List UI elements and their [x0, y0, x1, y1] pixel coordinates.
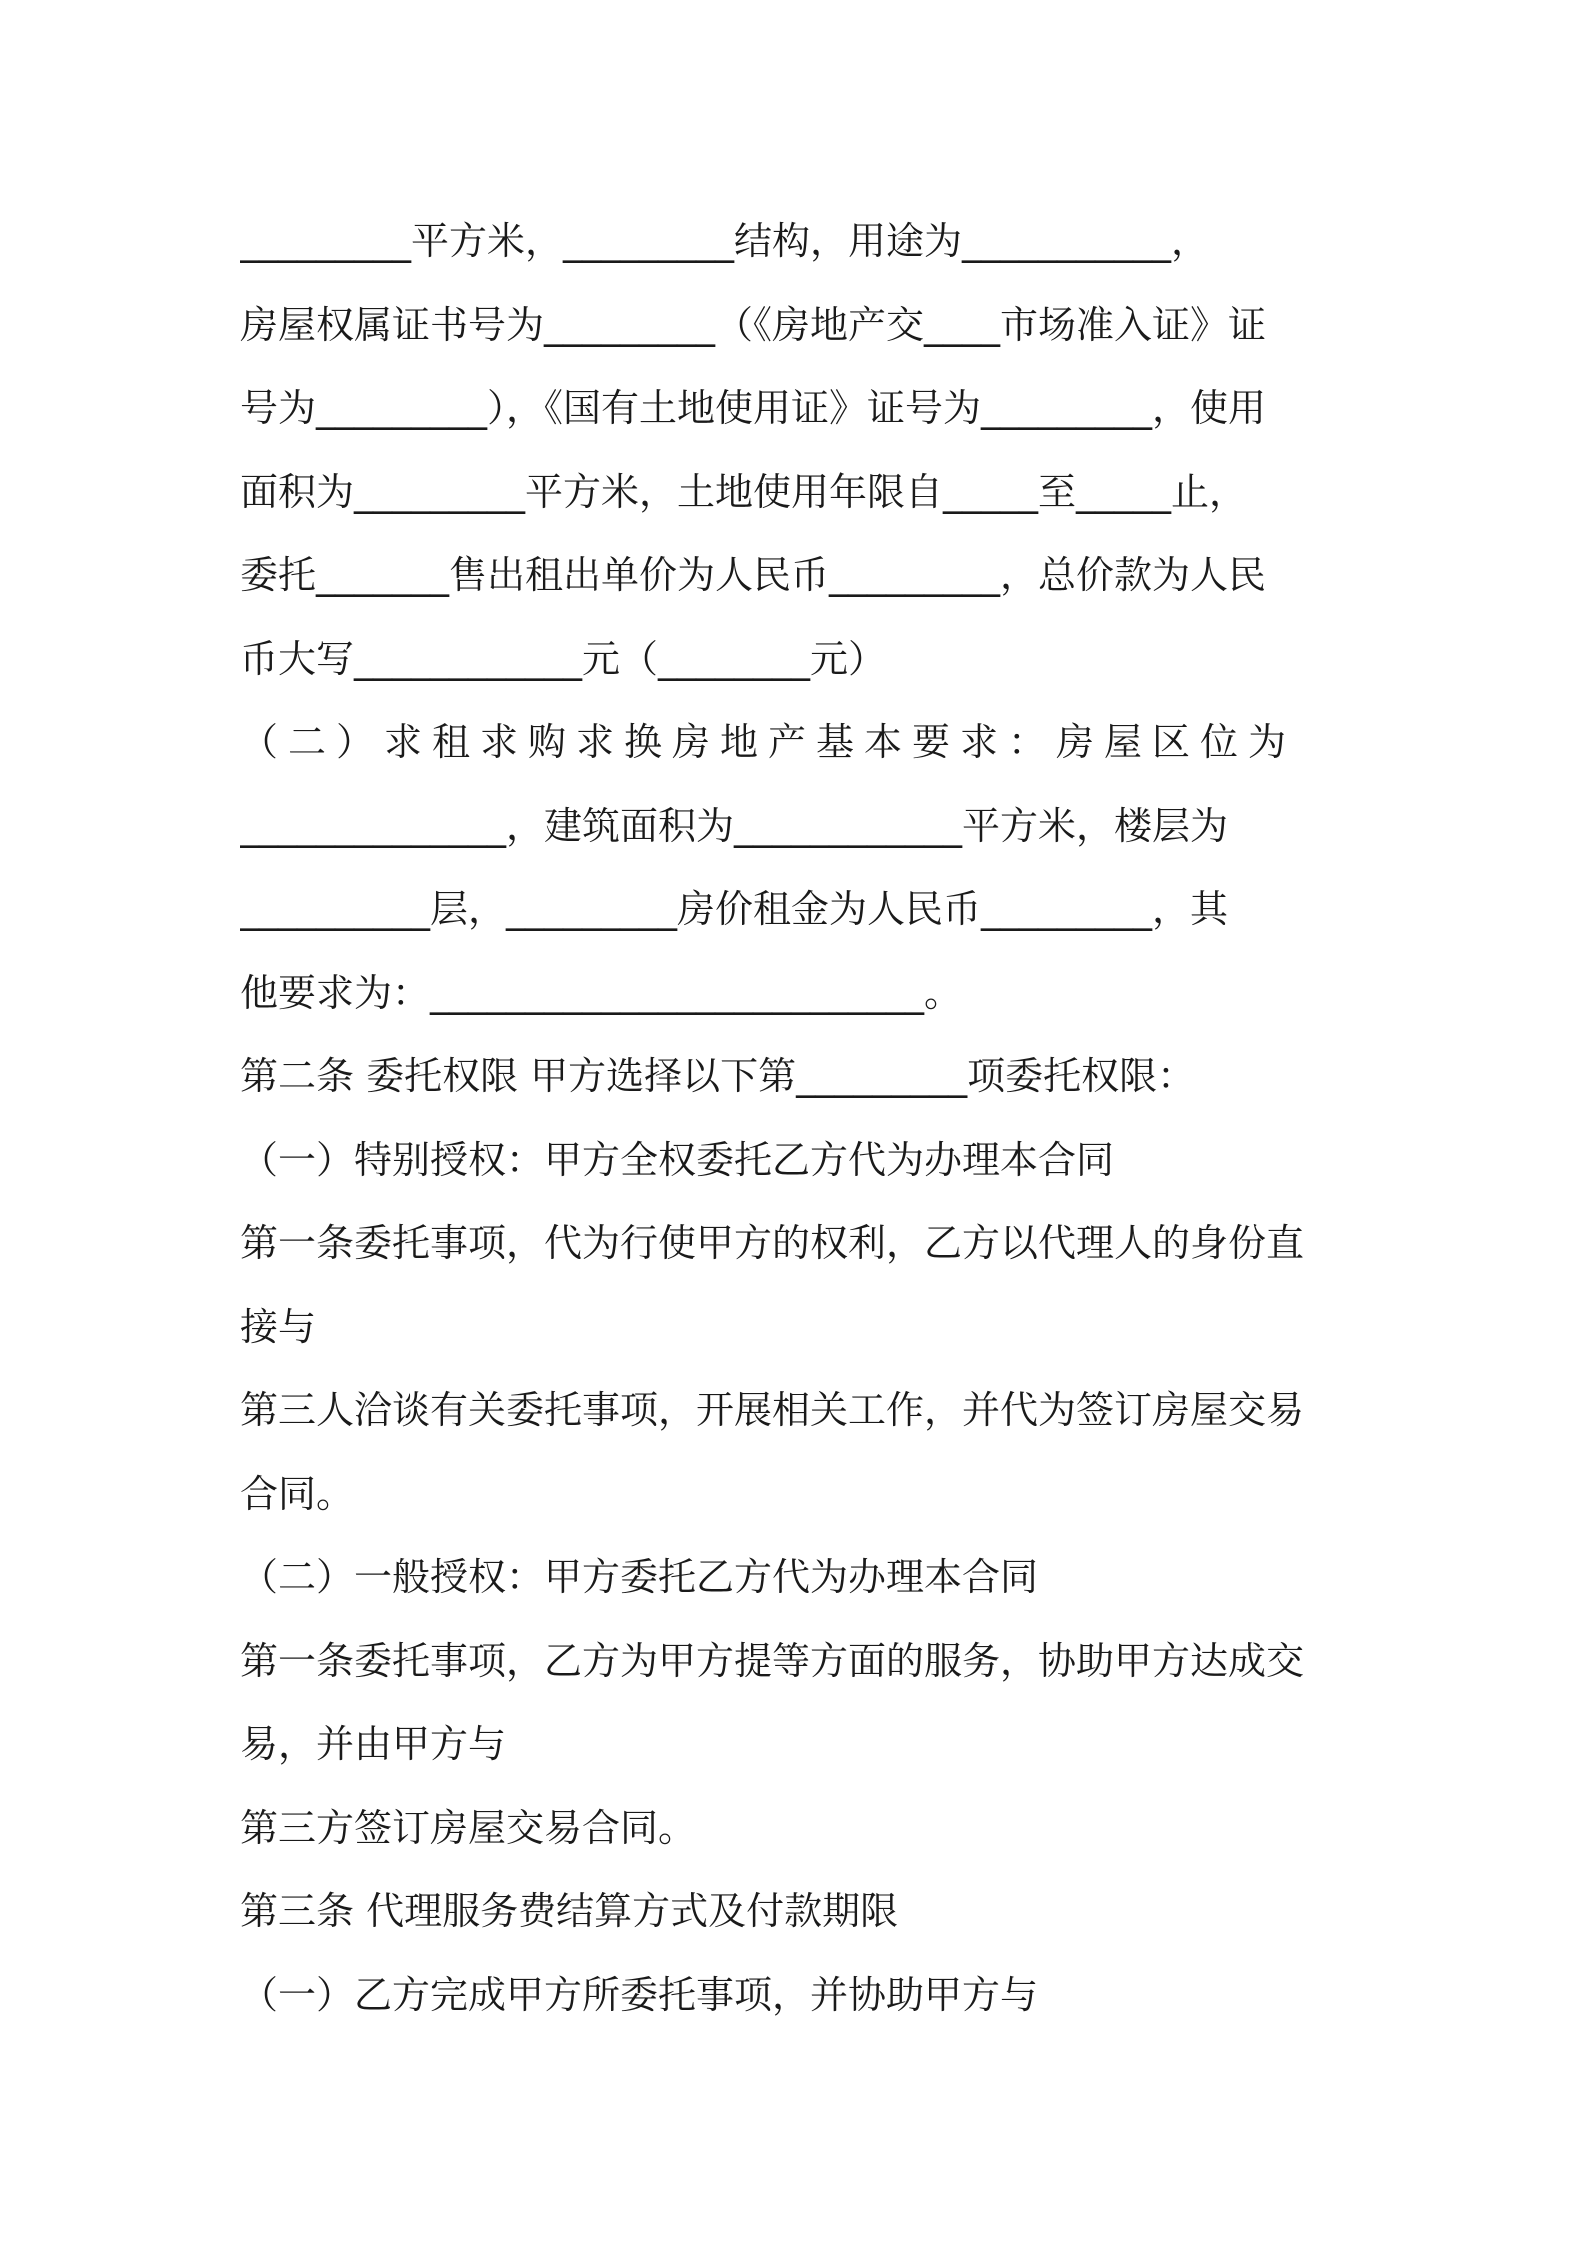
text-line-13: 第一条委托事项，代为行使甲方的权利，乙方以代理人的身份直 — [240, 1221, 1305, 1265]
text-line-20: 第三方签订房屋交易合同。 — [240, 1805, 697, 1850]
text-line-8: ______________，建筑面积为____________平方米，楼层为 — [240, 803, 1229, 848]
text-line-1: _________平方米，_________结构，用途为___________， — [240, 219, 1210, 263]
text-line-14: 接与 — [240, 1304, 317, 1349]
text-line-10: 他要求为：__________________________。 — [240, 970, 963, 1015]
text-line-5: 委托_______售出租出单价为人民币_________，总价款为人民 — [240, 553, 1267, 597]
text-line-11: 第二条 委托权限 甲方选择以下第_________项委托权限： — [240, 1054, 1196, 1098]
text-line-17: （二）一般授权：甲方委托乙方代为办理本合同 — [240, 1555, 1039, 1599]
text-line-22: （一）乙方完成甲方所委托事项，并协助甲方与 — [240, 1972, 1039, 2017]
text-line-21: 第三条 代理服务费结算方式及付款期限 — [240, 1889, 899, 1933]
text-line-19: 易，并由甲方与 — [240, 1722, 507, 1766]
text-line-7: （二）求租求购求换房地产基本要求：房屋区位为 — [240, 720, 1297, 764]
text-line-16: 合同。 — [240, 1471, 355, 1516]
text-line-2: 房屋权属证书号为_________（《房地产交____市场准入证》证 — [240, 302, 1267, 347]
text-line-3: 号为_________），《国有土地使用证》证号为_________，使用 — [240, 386, 1267, 430]
text-line-12: （一）特别授权：甲方全权委托乙方代为办理本合同 — [240, 1137, 1115, 1182]
contract-text — [240, 200, 1360, 2037]
text-line-15: 第三人洽谈有关委托事项，开展相关工作，并代为签订房屋交易 — [240, 1388, 1305, 1432]
text-line-18: 第一条委托事项，乙方为甲方提等方面的服务，协助甲方达成交 — [240, 1638, 1305, 1683]
text-line-6: 币大写____________元（________元） — [240, 636, 887, 681]
text-line-4: 面积为_________平方米，土地使用年限自_____至_____止， — [240, 469, 1248, 514]
text-line-9: __________层，_________房价租金为人民币_________，其 — [240, 887, 1229, 931]
